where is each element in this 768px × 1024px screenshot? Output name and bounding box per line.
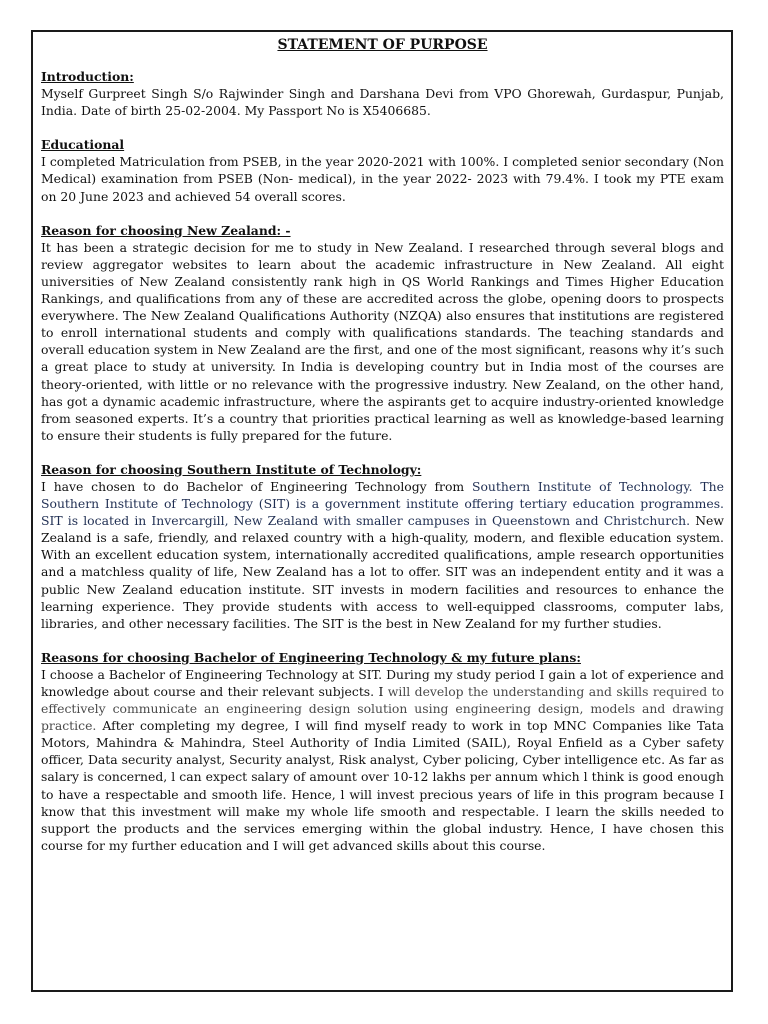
- introduction-section: [41, 68, 724, 119]
- bachelor-text-highlight: will develop the understanding and skills required to effectively communicate an engineering design solution using engineering design, models and drawing practice.: [41, 684, 725, 734]
- sit-text: [41, 478, 724, 632]
- new-zealand-section: [41, 222, 724, 444]
- sit-text-rest: New Zealand is a safe, friendly, and relaxed country with a high-quality, modern, and flexible education system. With an excellent education system, internationally accredited qualifications, ample research opportunities and a matchless quality of life, New Zealand has a lot to offer. SIT was an independent entity and it was a public New Zealand education institute. SIT invests in modern facilities and resources to enhance the learning experience. They provide students with access to well-equipped classrooms, computer labs, libraries, and other necessary facilities. The SIT is the best in New Zealand for my further studies.: [41, 513, 724, 631]
- page-title: STATEMENT OF PURPOSE: [277, 37, 488, 53]
- sit-heading: [41, 461, 724, 478]
- sit-section: [41, 461, 724, 632]
- new-zealand-heading: Reason for choosing New Zealand: -: [41, 222, 291, 238]
- bachelor-heading: Reasons for choosing Bachelor of Engineering Technology & my future plans:: [41, 649, 581, 665]
- new-zealand-text: It has been a strategic decision for me to study in New Zealand. I researched through several blogs and review aggregator websites to learn about the academic infrastructure in New Zealand. All eight universities of New Zealand consistently rank high in QS World Rankings and Times Higher Education Rankings, and qualifications from any of these are accredited across the globe, opening doors to prospects everywhere. The New Zealand Qualifications Authority (NZQA) also ensures that institutions are registered to enroll international students and comply with qualifications standards. The teaching standards and overall education system in New Zealand are the first, and one of the most significant, reasons why it’s such a great place to study at university. In India is developing country but in India most of the courses are theory-oriented, with little or no relevance with the progressive industry. New Zealand, on the other hand, has got a dynamic academic infrastructure, where the aspirants get to acquire industry-oriented knowledge from seasoned experts. It’s a country that priorities practical learning as well as knowledge-based learning to ensure their students is fully prepared for the future.: [41, 239, 724, 443]
- document-page: [31, 30, 733, 992]
- introduction-text: Myself Gurpreet Singh S/o Rajwinder Singh and Darshana Devi from VPO Ghorewah, Gurdaspur, Punjab, India. Date of birth 25-02-2004. My Passport No is X5406685.: [41, 86, 724, 119]
- bachelor-text: [41, 666, 724, 854]
- sit-heading-prefix: Reason for choosing: [41, 461, 187, 477]
- introduction-heading: Introduction:: [41, 69, 134, 84]
- sit-text-highlight: Southern Institute of Technology. The Southern Institute of Technology (SIT) is a government institute offering tertiary education programmes. SIT is located in Invercargill, New Zealand with smaller campuses in Queenstown and Christchurch.: [41, 478, 724, 529]
- educational-heading: Educational: [41, 137, 125, 153]
- sit-heading-name: Southern Institute of Technology:: [186, 461, 422, 477]
- sit-text-start: I have chosen to do Bachelor of Engineering Technology from: [41, 478, 472, 494]
- bachelor-text-rest: After completing my degree, I will find myself ready to work in top MNC Companies like Tata Motors, Mahindra & Mahindra, Steel Authority of India Limited (SAIL), Royal Enfield as a Cyber safety officer, Data security analyst, Security analyst, Risk analyst, Cyber policing, Cyber intelligence etc. As far as salary is concerned, l can expect salary of amount over 10-12 lakhs per annum which l think is good enough to have a respectable and smooth life. Hence, l will invest precious years of life in this program because I know that this investment will make my whole life smooth and respectable. I learn the skills needed to support the products and the services emerging within the global industry. Hence, I have chosen this course for my further education and I will get advanced skills about this course.: [41, 718, 724, 853]
- educational-section: [41, 136, 724, 204]
- bachelor-text-start: I choose a Bachelor of Engineering Technology at SIT. During my study period I gain a lot of experience and knowledge about course and their relevant subjects. I: [41, 666, 724, 699]
- document-content: [41, 35, 724, 871]
- bachelor-section: [41, 649, 724, 854]
- educational-text: I completed Matriculation from PSEB, in the year 2020-2021 with 100%. I completed senior secondary (Non Medical) examination from PSEB (Non- medical), in the year 2022- 2023 with 79.4%. I took my PTE exam on 20 June 2023 and achieved 54 overall scores.: [41, 154, 724, 204]
